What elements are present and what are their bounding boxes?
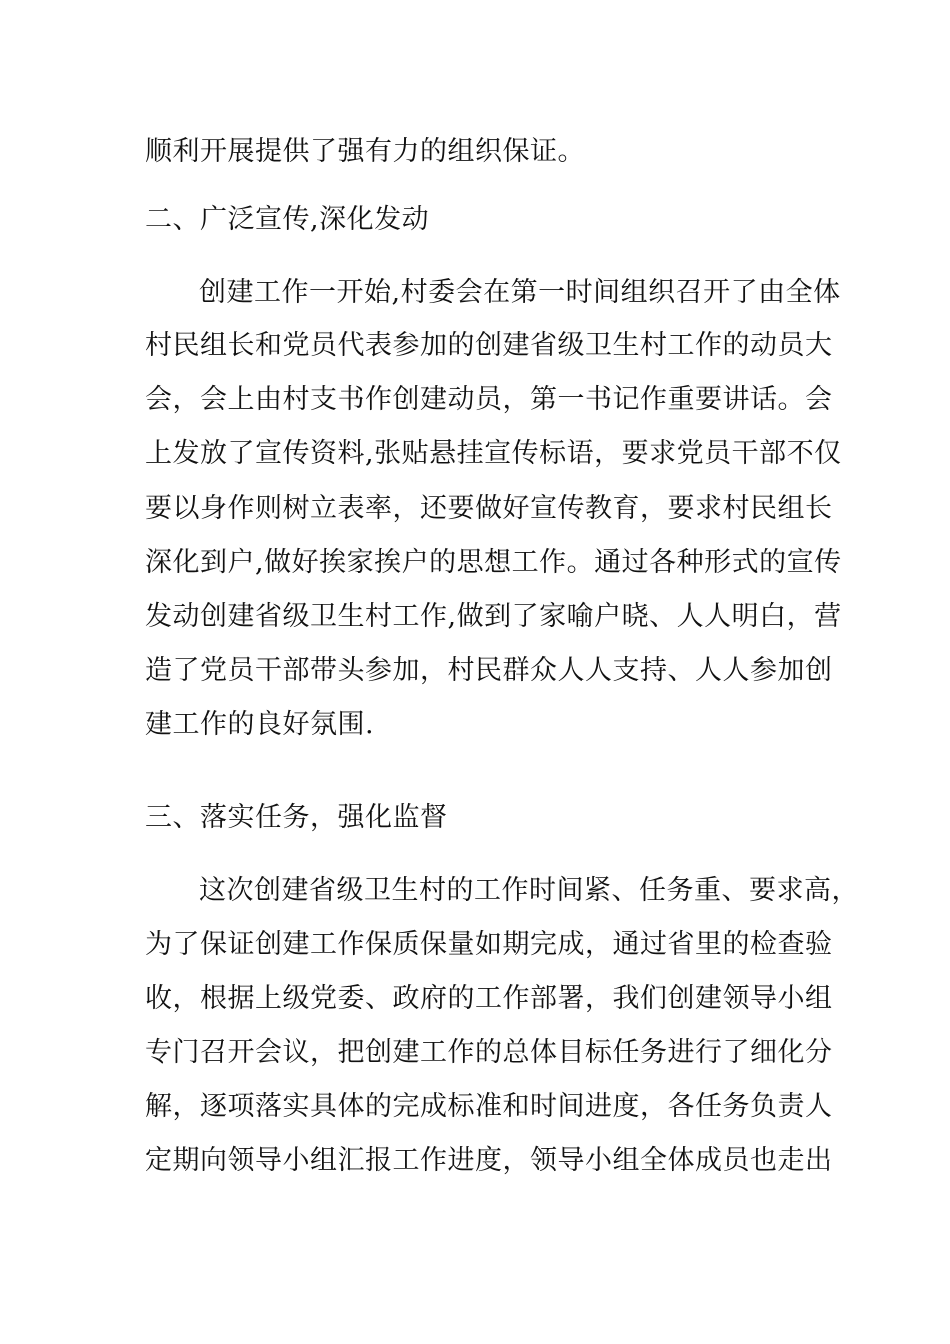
paragraph-line: 定期向领导小组汇报工作进度，领导小组全体成员也走出 — [145, 1145, 833, 1176]
paragraph-line: 村民组长和党员代表参加的创建省级卫生村工作的动员大 — [145, 330, 833, 361]
paragraph-line: 深化到户,做好挨家挨户的思想工作。通过各种形式的宣传 — [145, 547, 842, 578]
paragraph-line: 建工作的良好氛围. — [145, 709, 375, 740]
paragraph-line: 发动创建省级卫生村工作,做到了家喻户晓、人人明白，营 — [145, 601, 842, 632]
paragraph-line: 这次创建省级卫生村的工作时间紧、任务重、要求高， — [199, 875, 859, 906]
paragraph-line: 解，逐项落实具体的完成标准和时间进度，各任务负责人 — [145, 1091, 833, 1122]
paragraph-line: 要以身作则树立表率，还要做好宣传教育，要求村民组长 — [145, 493, 833, 524]
paragraph-line: 上发放了宣传资料,张贴悬挂宣传标语，要求党员干部不仅 — [145, 438, 842, 469]
paragraph-line: 收，根据上级党委、政府的工作部署，我们创建领导小组 — [145, 983, 833, 1014]
paragraph-line: 专门召开会议，把创建工作的总体目标任务进行了细化分 — [145, 1037, 833, 1068]
paragraph-line: 会，会上由村支书作创建动员，第一书记作重要讲话。会 — [145, 384, 833, 415]
paragraph-line: 顺利开展提供了强有力的组织保证。 — [145, 136, 585, 167]
paragraph-line: 为了保证创建工作保质保量如期完成，通过省里的检查验 — [145, 929, 833, 960]
section-heading: 三、落实任务，强化监督 — [145, 802, 448, 833]
section-heading: 二、广泛宣传,深化发动 — [145, 204, 430, 235]
paragraph-line: 造了党员干部带头参加，村民群众人人支持、人人参加创 — [145, 655, 833, 686]
paragraph-line: 创建工作一开始,村委会在第一时间组织召开了由全体 — [199, 277, 841, 308]
